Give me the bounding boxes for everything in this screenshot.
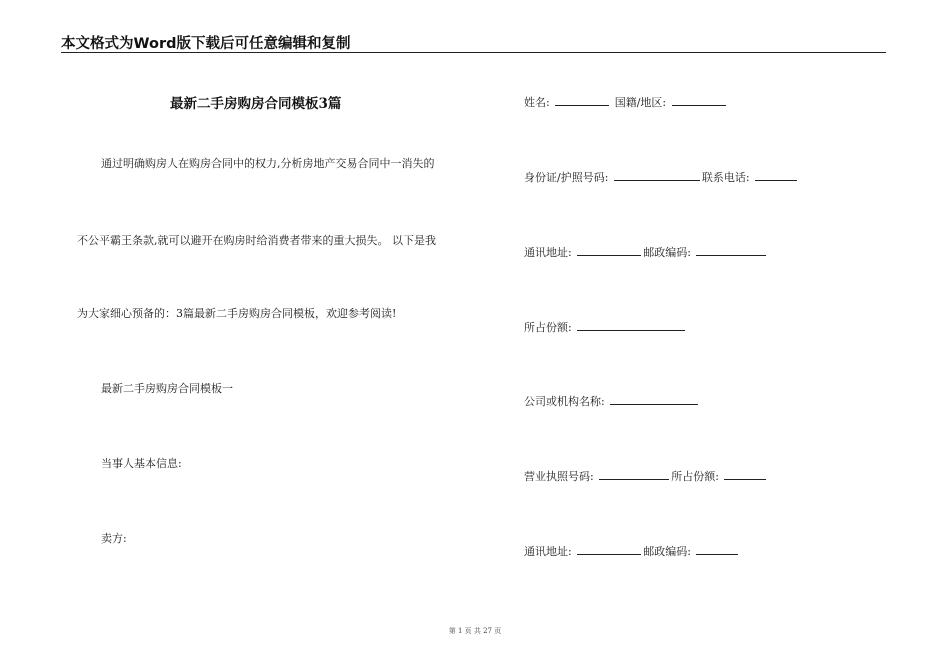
license-blank[interactable] [599,467,669,480]
id-passport-label: 身份证/护照号码: [524,171,609,184]
license-label: 营业执照号码: [524,470,594,483]
share2-blank[interactable] [724,467,766,480]
field-row-address2 [524,542,740,559]
postcode-blank[interactable] [696,243,766,256]
field-row-share [524,318,687,335]
field-row-license [524,467,768,484]
name-blank[interactable] [555,93,609,106]
address2-blank[interactable] [577,542,641,555]
section-heading: 最新二手房购房合同模板一 [101,382,233,395]
field-row-name [524,93,728,110]
address-blank[interactable] [577,243,641,256]
share2-label: 所占份额: [671,470,719,483]
paragraph-line: 当事人基本信息: [101,457,182,470]
page-footer: 第 1 页 共 27 页 [448,627,502,635]
postcode-label: 邮政编码: [643,246,691,259]
document-title: 最新二手房购房合同模板3篇 [170,96,342,112]
page-header: 本文格式为Word版下载后可任意编辑和复制 [61,36,351,52]
share-label: 所占份额: [524,321,572,334]
paragraph-line: 卖方: [101,532,127,545]
company-label: 公司或机构名称: [524,395,605,408]
phone-label: 联系电话: [701,171,750,184]
company-blank[interactable] [610,392,698,405]
address2-label: 通讯地址: [524,545,572,558]
share-blank[interactable] [577,318,685,331]
paragraph-line: 不公平霸王条款,就可以避开在购房时给消费者带来的重大损失。 以下是我 [77,234,436,247]
field-row-company [524,392,700,409]
field-row-id [524,168,799,185]
postcode2-blank[interactable] [696,542,738,555]
id-passport-blank[interactable] [614,168,700,181]
field-row-address [524,243,768,260]
address-label: 通讯地址: [524,246,572,259]
postcode2-label: 邮政编码: [643,545,691,558]
name-label: 姓名: [524,96,550,109]
nationality-blank[interactable] [672,93,726,106]
phone-blank[interactable] [755,168,797,181]
header-divider [61,52,886,53]
nationality-label: 国籍/地区: [614,96,667,109]
paragraph-line: 通过明确购房人在购房合同中的权力,分析房地产交易合同中一消失的 [101,157,435,170]
paragraph-line: 为大家细心预备的：3篇最新二手房购房合同模板，欢迎参考阅读! [77,307,397,320]
